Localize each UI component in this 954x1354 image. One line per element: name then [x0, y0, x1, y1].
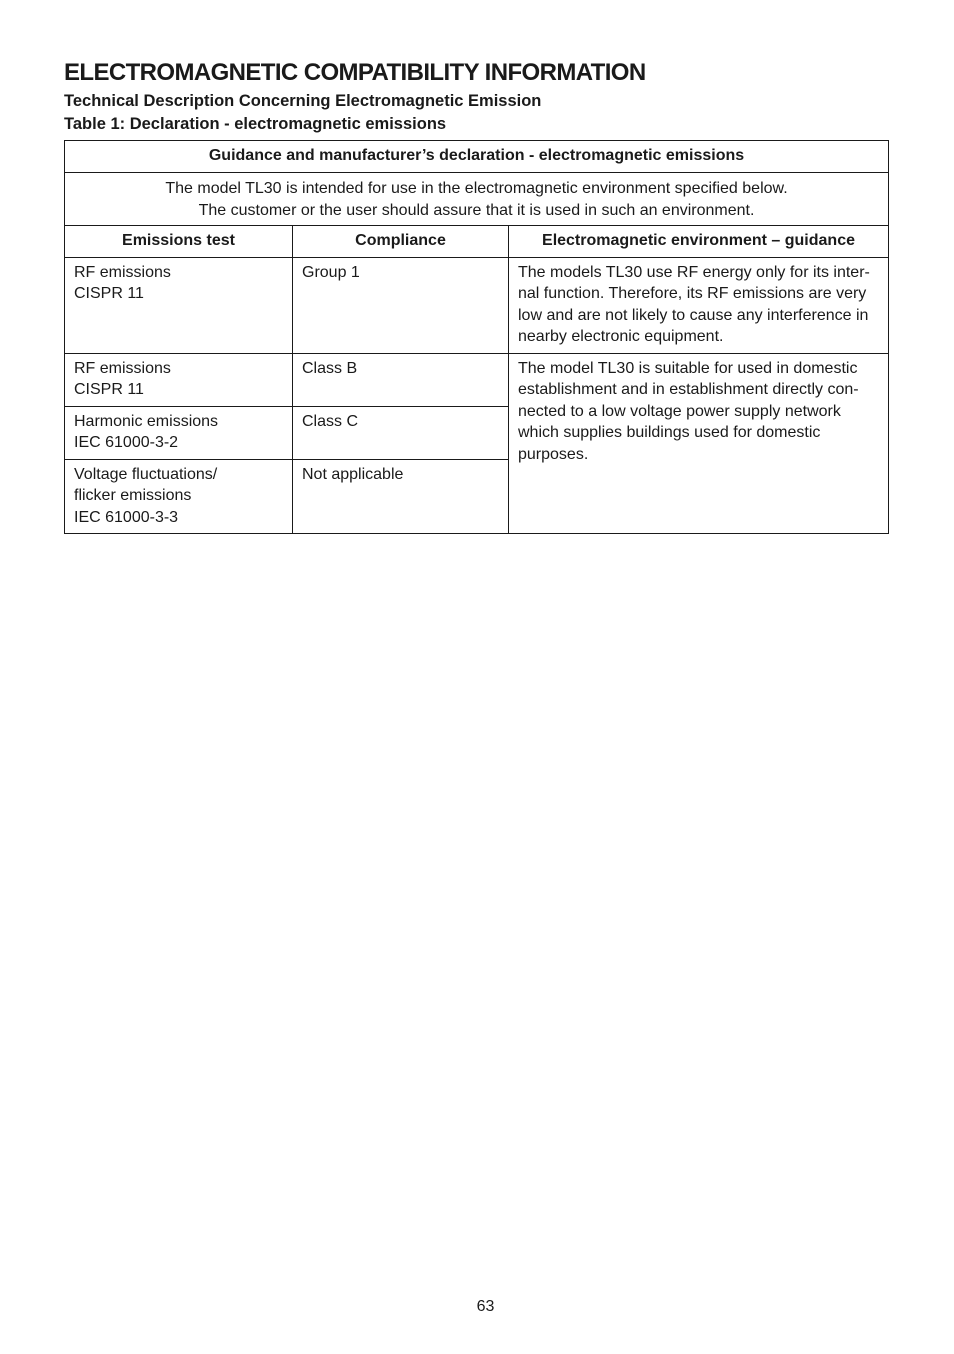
- cell-line: flicker emissions: [74, 487, 192, 504]
- cell-line: low and are not likely to cause any interference in: [518, 306, 869, 324]
- guidance-cell: [509, 257, 889, 353]
- cell-line: CISPR 11: [74, 285, 144, 302]
- cell-line: IEC 61000-3-2: [74, 434, 179, 451]
- cell-line: CISPR 11: [74, 381, 144, 398]
- column-header-compliance: Compliance: [293, 226, 509, 258]
- cell-line: nected to a low voltage power supply network: [518, 402, 841, 420]
- table-row: [65, 257, 889, 353]
- cell-line: establishment and in establishment directly con-: [518, 381, 859, 398]
- emissions-test-cell: [65, 257, 293, 353]
- column-header-guidance: Electromagnetic environment – guidance: [509, 226, 889, 258]
- section-subtitle: Technical Description Concerning Electromagnetic Emission: [64, 92, 542, 110]
- table-header-row: [65, 226, 889, 258]
- page-number: 63: [476, 1298, 495, 1315]
- cell-line: The models TL30 use RF energy only for its inter-: [518, 263, 870, 281]
- emissions-test-cell: [65, 459, 293, 534]
- cell-line: Harmonic emissions: [74, 412, 219, 430]
- column-header-emissions-test: Emissions test: [65, 226, 293, 258]
- cell-line: nearby electronic equipment.: [518, 328, 724, 345]
- compliance-cell: Not applicable: [293, 459, 509, 534]
- cell-line: RF emissions: [74, 263, 171, 281]
- compliance-cell: Class B: [293, 353, 509, 406]
- intro-line: The customer or the user should assure that it is used in such an environment.: [198, 201, 755, 219]
- guidance-cell: [509, 353, 889, 534]
- table-row: [65, 353, 889, 406]
- table-intro-row: [65, 173, 889, 226]
- document-page: [64, 56, 889, 534]
- cell-line: RF emissions: [74, 359, 171, 377]
- page-title: ELECTROMAGNETIC COMPATIBILITY INFORMATION: [64, 59, 646, 86]
- cell-line: nal function. Therefore, its RF emissions are very: [518, 285, 867, 302]
- cell-line: The model TL30 is suitable for used in domestic: [518, 359, 858, 377]
- cell-line: purposes.: [518, 445, 589, 463]
- emissions-test-cell: [65, 353, 293, 406]
- table-caption: Table 1: Declaration - electromagnetic emissions: [64, 115, 447, 133]
- intro-line: The model TL30 is intended for use in the electromagnetic environment specified below.: [165, 180, 788, 197]
- cell-line: Voltage fluctuations/: [74, 465, 218, 483]
- compliance-cell: Group 1: [293, 257, 509, 353]
- table-banner-row: [65, 141, 889, 173]
- emissions-declaration-table: [64, 140, 889, 534]
- emissions-test-cell: [65, 406, 293, 459]
- table-intro: [65, 173, 889, 226]
- table-banner: Guidance and manufacturer’s declaration - electromagnetic emissions: [65, 141, 889, 173]
- cell-line: which supplies buildings used for domestic: [518, 424, 821, 441]
- cell-line: IEC 61000-3-3: [74, 508, 179, 526]
- compliance-cell: Class C: [293, 406, 509, 459]
